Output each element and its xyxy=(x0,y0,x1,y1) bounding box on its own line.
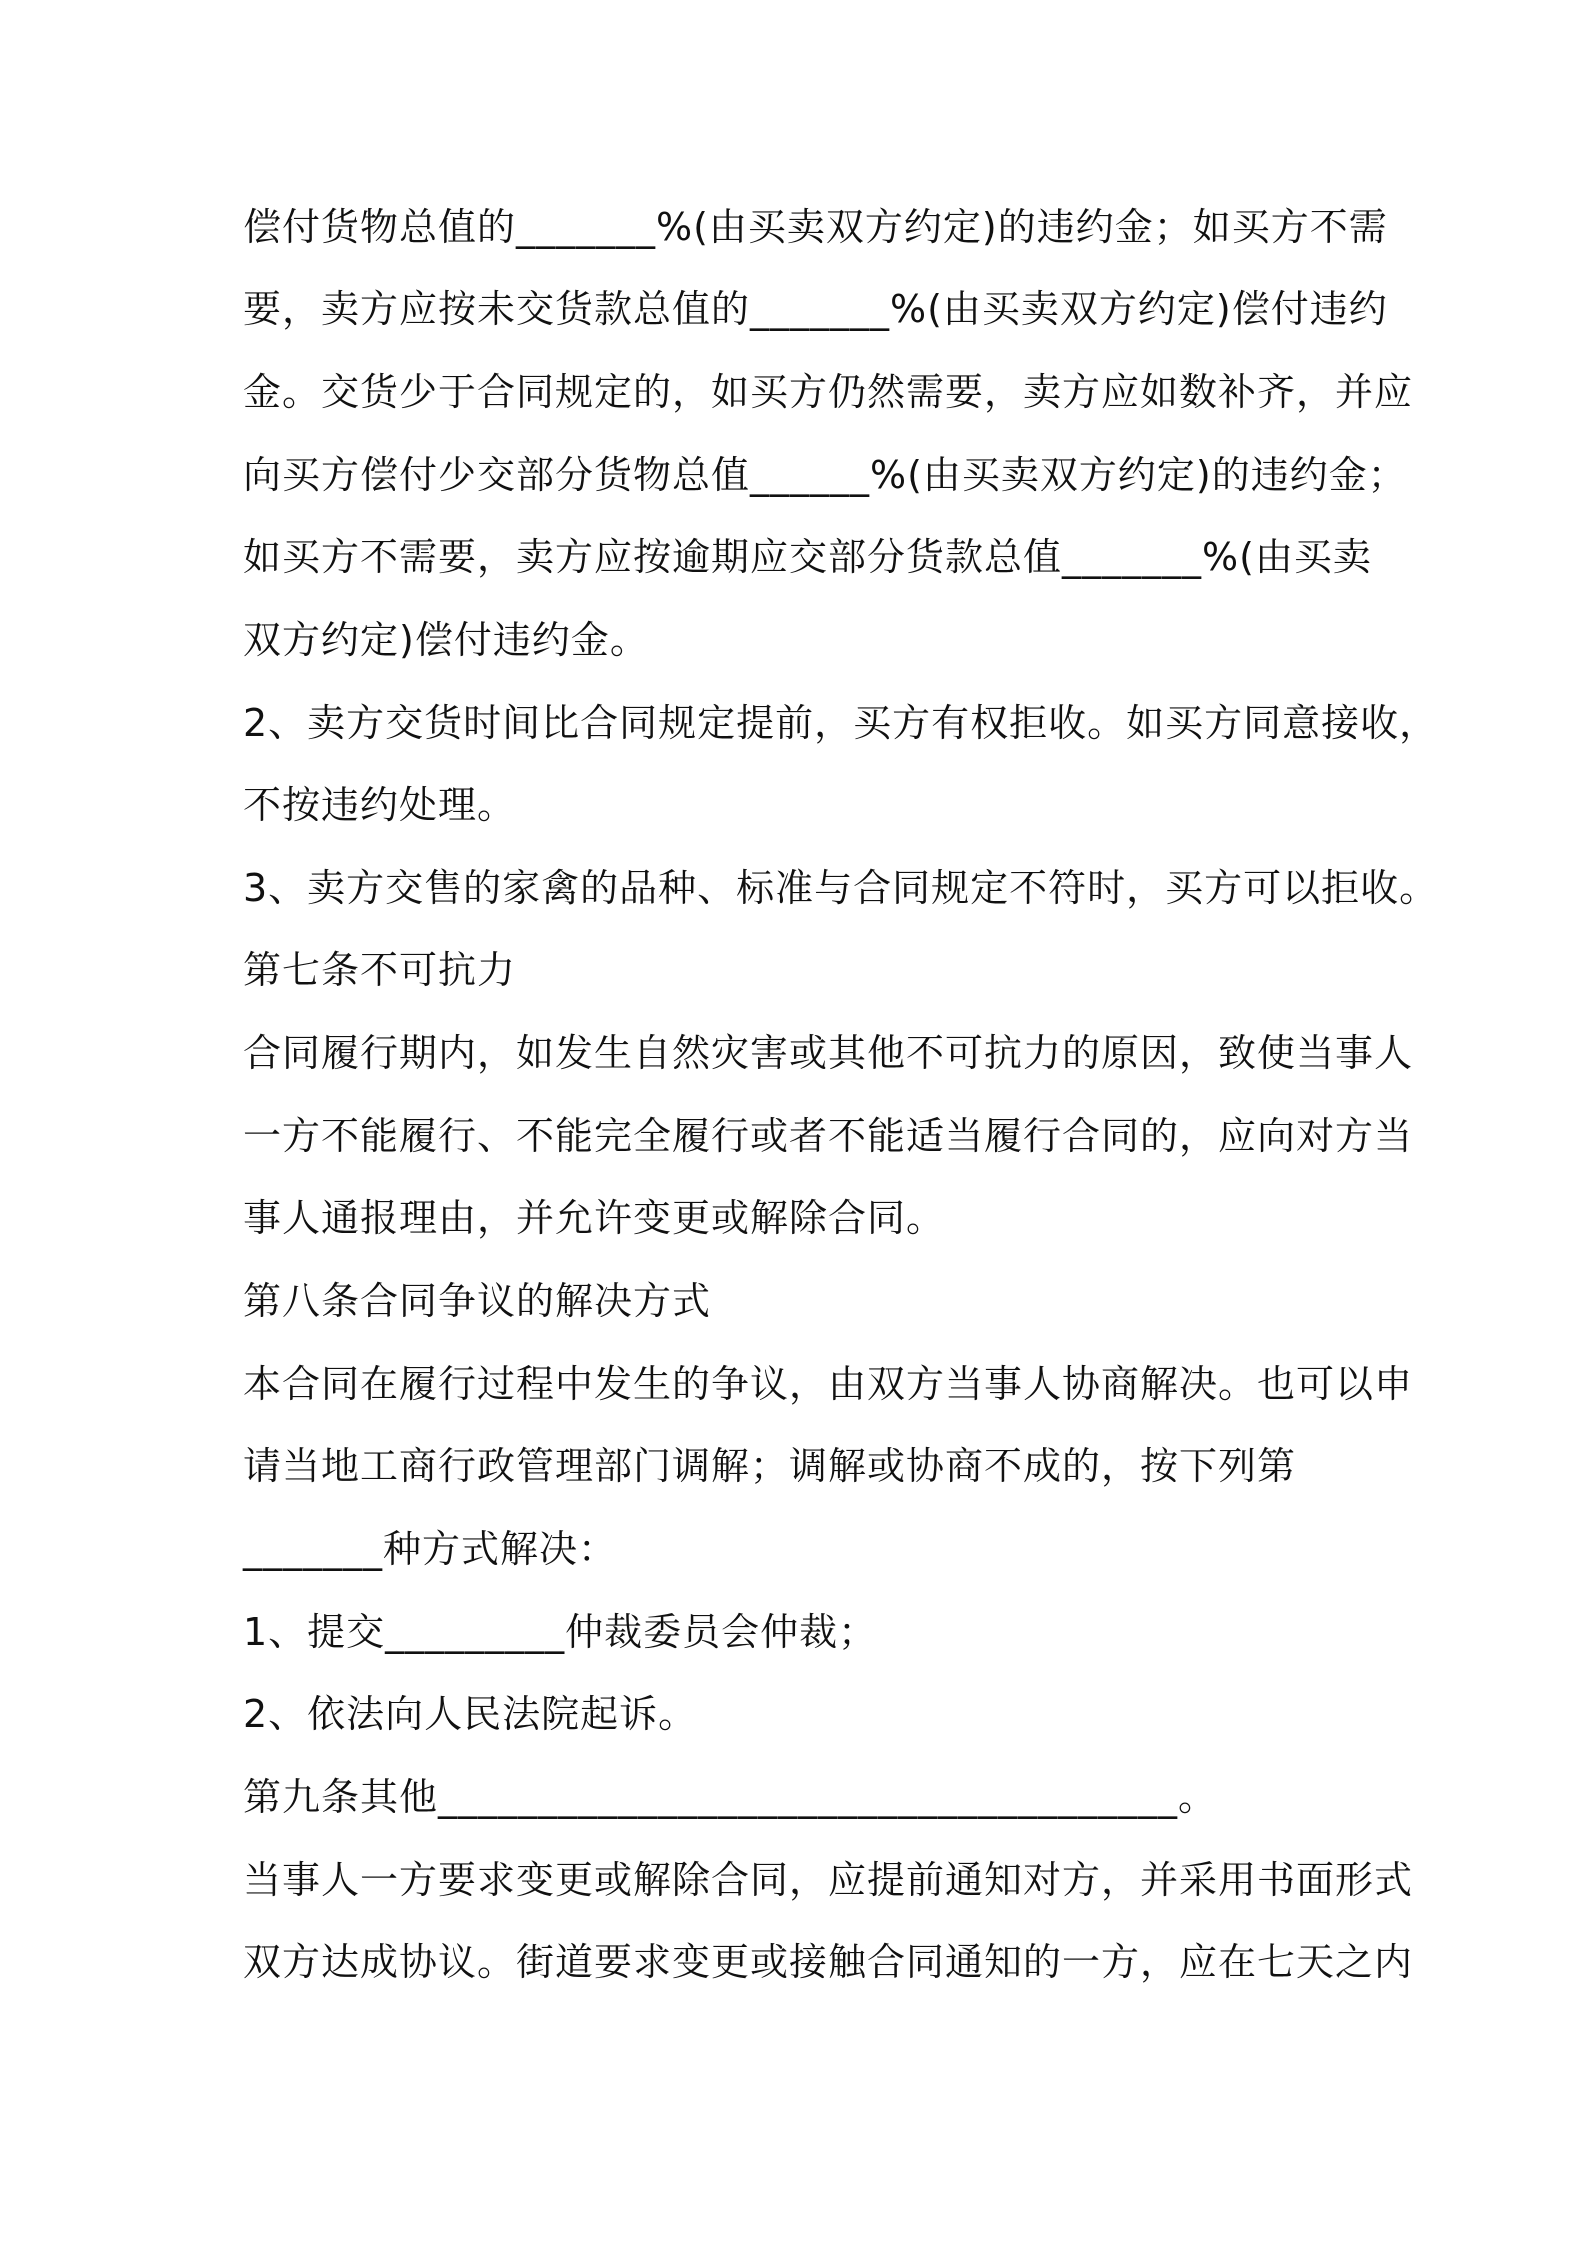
section-heading: 第八条合同争议的解决方式 xyxy=(243,1279,712,1323)
text-line: 事人通报理由，并允许变更或解除合同。 xyxy=(243,1196,946,1240)
text-line: 请当地工商行政管理部门调解；调解或协商不成的，按下列第 xyxy=(243,1444,1297,1488)
section-heading: 第七条不可抗力 xyxy=(243,948,517,992)
text-line: 要，卖方应按未交货款总值的_______%(由买卖双方约定)偿付违约 xyxy=(243,287,1388,331)
text-line: 不按违约处理。 xyxy=(243,783,517,827)
text-line: 本合同在履行过程中发生的争议，由双方当事人协商解决。也可以申 xyxy=(243,1362,1414,1406)
text-line: 金。交货少于合同规定的，如买方仍然需要，卖方应如数补齐，并应 xyxy=(243,370,1414,414)
text-line: 合同履行期内，如发生自然灾害或其他不可抗力的原因，致使当事人 xyxy=(243,1031,1414,1075)
list-item: 3、卖方交售的家禽的品种、标准与合同规定不符时，买方可以拒收。 xyxy=(243,866,1439,910)
text-line: 双方达成协议。街道要求变更或接触合同通知的一方，应在七天之内 xyxy=(243,1940,1414,1984)
list-item: 1、提交_________仲裁委员会仲裁； xyxy=(243,1610,878,1654)
list-item: 2、依法向人民法院起诉。 xyxy=(243,1692,698,1736)
list-item: 2、卖方交货时间比合同规定提前，买方有权拒收。如买方同意接收， xyxy=(243,701,1439,745)
text-line: 一方不能履行、不能完全履行或者不能适当履行合同的，应向对方当 xyxy=(243,1114,1414,1158)
section-heading: 第九条其他_____________________________________。 xyxy=(243,1775,1218,1819)
text-line: 当事人一方要求变更或解除合同，应提前通知对方，并采用书面形式 xyxy=(243,1858,1414,1902)
text-line: _______种方式解决： xyxy=(243,1527,618,1571)
text-line: 向买方偿付少交部分货物总值______%(由买卖双方约定)的违约金； xyxy=(243,453,1407,497)
text-line: 如买方不需要，卖方应按逾期应交部分货款总值_______%(由买卖 xyxy=(243,535,1372,579)
text-line: 双方约定)偿付违约金。 xyxy=(243,618,649,662)
text-line: 偿付货物总值的_______%(由买卖双方约定)的违约金；如买方不需 xyxy=(243,205,1388,249)
